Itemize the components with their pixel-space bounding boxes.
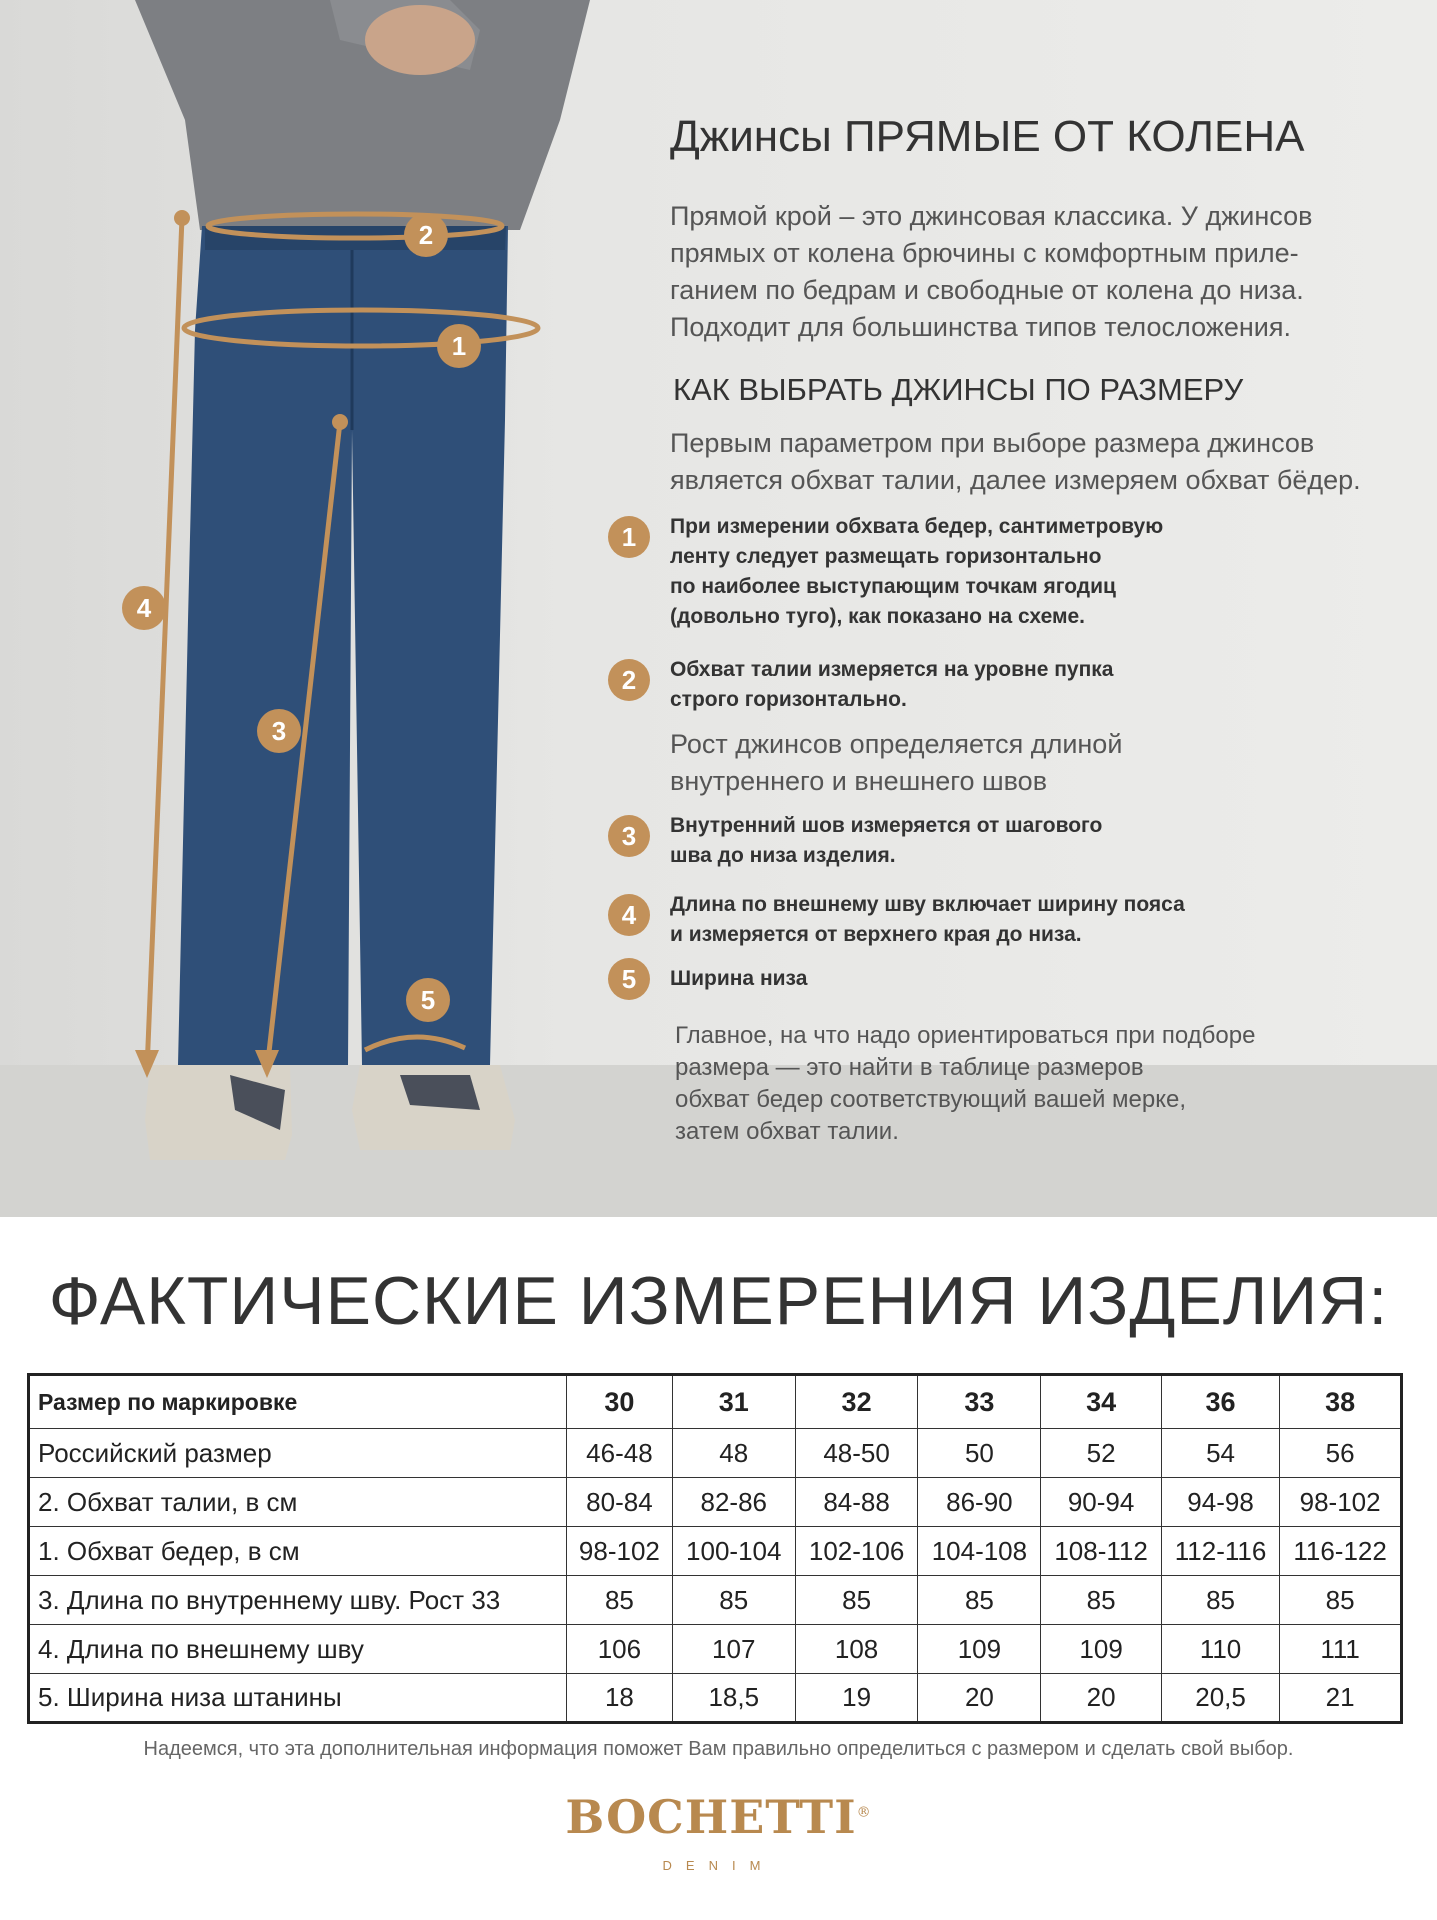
final-note-line: Главное, на что надо ориентироваться при подборе [675, 1022, 1256, 1049]
table-row [29, 1527, 1402, 1576]
step-line: Ширина низа [670, 967, 808, 990]
step-number: 2 [608, 659, 650, 701]
table-cell: 109 [918, 1625, 1041, 1674]
height-note [670, 726, 1430, 800]
header-cell: 34 [1041, 1375, 1162, 1429]
table-cell: 18,5 [672, 1674, 795, 1723]
brand-logo [0, 1790, 1437, 1844]
how-to-text [670, 425, 1430, 499]
height-note-line: внутреннего и внешнего швов [670, 766, 1048, 796]
header-cell: Размер по маркировке [29, 1375, 567, 1429]
table-row [29, 1429, 1402, 1478]
brand-subtitle: DENIM [662, 1858, 775, 1873]
step-line: При измерении обхвата бедер, сантиметровую [670, 515, 1164, 538]
table-cell: 85 [1041, 1576, 1162, 1625]
table-cell: 84-88 [795, 1478, 918, 1527]
table-cell: 90-94 [1041, 1478, 1162, 1527]
table-cell: 21 [1280, 1674, 1402, 1723]
step-line: (довольно туго), как показано на схеме. [670, 605, 1086, 628]
table-cell: 86-90 [918, 1478, 1041, 1527]
table-cell: 19 [795, 1674, 918, 1723]
table-row [29, 1625, 1402, 1674]
marker-1: 1 [451, 331, 467, 361]
table-cell: 56 [1280, 1429, 1402, 1478]
table-cell: 18 [567, 1674, 673, 1723]
table-cell: 112-116 [1161, 1527, 1279, 1576]
step-5 [608, 958, 1370, 1000]
footer-note: Надеемся, что эта дополнительная информация поможет Вам правильно определиться с размером и сделать свой выбор. [143, 1738, 1294, 1760]
step-1 [608, 516, 1370, 632]
table-cell: 111 [1280, 1625, 1402, 1674]
table-cell: 106 [567, 1625, 673, 1674]
table-cell: 85 [567, 1576, 673, 1625]
table-cell: 85 [672, 1576, 795, 1625]
step-line: по наиболее выступающим точкам ягодиц [670, 575, 1116, 598]
row-label: 1. Обхват бедер, в см [29, 1527, 567, 1576]
step-number: 1 [608, 516, 650, 558]
header-cell: 31 [672, 1375, 795, 1429]
size-table [27, 1373, 1403, 1724]
step-line: и измеряется от верхнего края до низа. [670, 923, 1082, 946]
row-label: 2. Обхват талии, в см [29, 1478, 567, 1527]
table-title: ФАКТИЧЕСКИЕ ИЗМЕРЕНИЯ ИЗДЕЛИЯ: [48, 1263, 1389, 1339]
step-number: 3 [608, 815, 650, 857]
table-cell: 20 [918, 1674, 1041, 1723]
row-label: 3. Длина по внутреннему шву. Рост 33 [29, 1576, 567, 1625]
table-cell: 85 [918, 1576, 1041, 1625]
how-to-line: является обхват талии, далее измеряем обхват бёдер. [670, 465, 1361, 495]
header-cell: 33 [918, 1375, 1041, 1429]
step-line: строго горизонтально. [670, 688, 907, 711]
table-cell: 50 [918, 1429, 1041, 1478]
table-header-row [29, 1375, 1402, 1429]
table-cell: 108 [795, 1625, 918, 1674]
table-cell: 100-104 [672, 1527, 795, 1576]
step-2 [608, 659, 1370, 715]
step-number: 4 [608, 894, 650, 936]
table-cell: 116-122 [1280, 1527, 1402, 1576]
table-row [29, 1576, 1402, 1625]
table-cell: 104-108 [918, 1527, 1041, 1576]
marker-3: 3 [271, 716, 287, 746]
table-cell: 85 [795, 1576, 918, 1625]
intro-line: Прямой крой – это джинсовая классика. У джинсов [670, 201, 1313, 231]
table-cell: 80-84 [567, 1478, 673, 1527]
table-row [29, 1674, 1402, 1723]
table-cell: 46-48 [567, 1429, 673, 1478]
final-note-line: обхват бедер соответствующий вашей мерке, [675, 1086, 1187, 1113]
header-cell: 30 [567, 1375, 673, 1429]
table-cell: 54 [1161, 1429, 1279, 1478]
intro-line: ганием по бедрам и свободные от колена до низа. [670, 275, 1304, 305]
table-cell: 85 [1161, 1576, 1279, 1625]
table-cell: 107 [672, 1625, 795, 1674]
table-cell: 48-50 [795, 1429, 918, 1478]
step-line: Обхват талии измеряется на уровне пупка [670, 658, 1114, 681]
table-cell: 82-86 [672, 1478, 795, 1527]
table-cell: 48 [672, 1429, 795, 1478]
marker-4: 4 [136, 593, 152, 623]
step-line: Длина по внешнему шву включает ширину пояса [670, 893, 1185, 916]
header-cell: 36 [1161, 1375, 1279, 1429]
intro-line: Подходит для большинства типов телосложения. [670, 312, 1291, 342]
table-cell: 20,5 [1161, 1674, 1279, 1723]
table-cell: 98-102 [567, 1527, 673, 1576]
table-cell: 102-106 [795, 1527, 918, 1576]
final-note-line: размера — это найти в таблице размеров [675, 1054, 1144, 1081]
row-label: Российский размер [29, 1429, 567, 1478]
intro-line: прямых от колена брючины с комфортным приле- [670, 238, 1299, 268]
final-note [675, 1020, 1415, 1148]
table-cell: 98-102 [1280, 1478, 1402, 1527]
table-cell: 109 [1041, 1625, 1162, 1674]
step-4 [608, 894, 1370, 950]
how-to-heading: КАК ВЫБРАТЬ ДЖИНСЫ ПО РАЗМЕРУ [673, 372, 1244, 407]
header-cell: 32 [795, 1375, 918, 1429]
brand-name: BOCHETTI [565, 1790, 857, 1844]
table-cell: 20 [1041, 1674, 1162, 1723]
final-note-line: затем обхват талии. [675, 1118, 899, 1145]
intro-text [670, 198, 1430, 346]
marker-5: 5 [420, 985, 436, 1015]
step-line: Внутренний шов измеряется от шагового [670, 814, 1103, 837]
step-number: 5 [608, 958, 650, 1000]
hand [365, 5, 475, 75]
height-note-line: Рост джинсов определяется длиной [670, 729, 1123, 759]
table-cell: 85 [1280, 1576, 1402, 1625]
table-cell: 94-98 [1161, 1478, 1279, 1527]
header-cell: 38 [1280, 1375, 1402, 1429]
table-cell: 110 [1161, 1625, 1279, 1674]
row-label: 4. Длина по внешнему шву [29, 1625, 567, 1674]
table-row [29, 1478, 1402, 1527]
step-3 [608, 815, 1370, 871]
step-line: шва до низа изделия. [670, 844, 896, 867]
how-to-line: Первым параметром при выборе размера джинсов [670, 428, 1315, 458]
page-title: Джинсы ПРЯМЫЕ ОТ КОЛЕНА [670, 112, 1305, 161]
row-label: 5. Ширина низа штанины [29, 1674, 567, 1723]
step-line: ленту следует размещать горизонтально [670, 545, 1102, 568]
marker-2: 2 [418, 220, 434, 250]
table-cell: 52 [1041, 1429, 1162, 1478]
table-cell: 108-112 [1041, 1527, 1162, 1576]
registered-mark: ® [856, 1804, 872, 1821]
